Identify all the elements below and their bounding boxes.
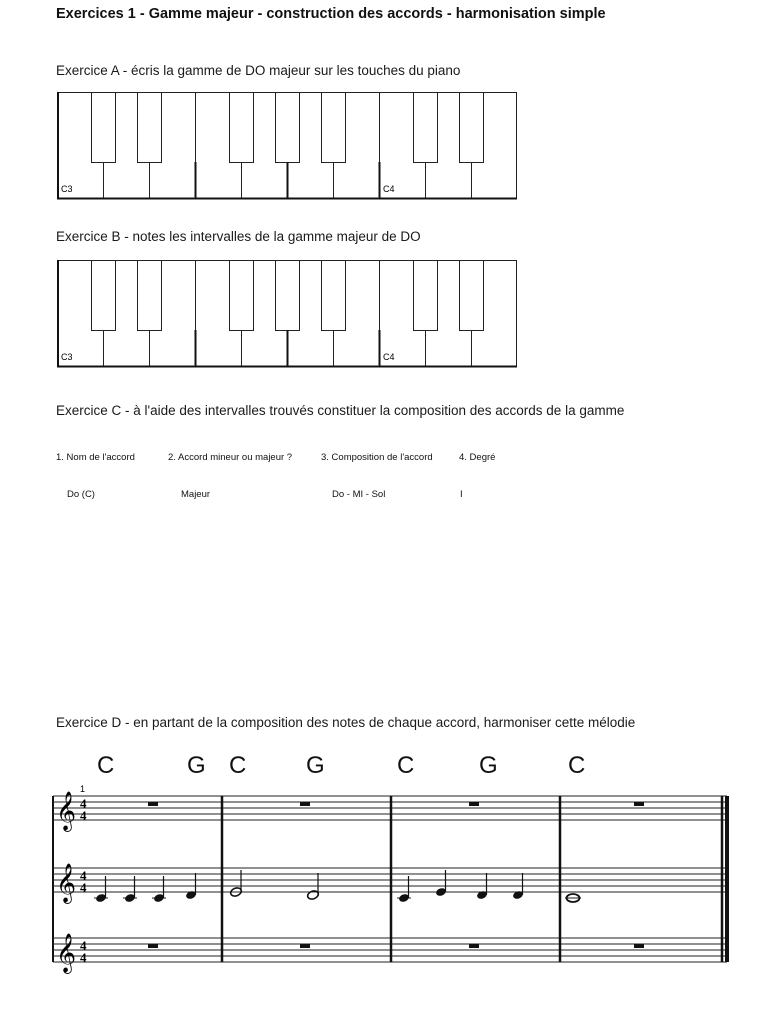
black-key[interactable] (230, 93, 254, 163)
key-label-c3: C3 (61, 184, 73, 194)
time-signature-denominator: 4 (80, 808, 87, 823)
piano-keyboard-a[interactable] (57, 92, 517, 200)
cell-chord-name: Do (C) (67, 489, 95, 500)
piano-keyboard-b[interactable] (57, 260, 517, 368)
time-signature-denominator: 4 (80, 880, 87, 895)
chord-symbol: C (397, 752, 415, 779)
key-label-c4: C4 (383, 184, 395, 194)
cell-composition: Do - MI - Sol (332, 489, 386, 500)
treble-clef-icon: 𝄞 (56, 863, 77, 903)
barlines (222, 796, 722, 962)
key-label-c4: C4 (383, 352, 395, 362)
chord-symbol: C (229, 752, 247, 779)
chord-symbol: G (479, 752, 498, 779)
exercise-c-heading: Exercice C - à l'aide des intervalles trouvés constituer la composition des accords de la gamme (56, 403, 625, 418)
time-signature-numerator: 4 (80, 938, 87, 953)
black-key[interactable] (276, 93, 300, 163)
black-key[interactable] (230, 261, 254, 331)
whole-rest (469, 802, 479, 806)
whole-rest (148, 802, 158, 806)
chord-symbol: G (306, 752, 325, 779)
black-key[interactable] (460, 93, 484, 163)
chord-symbol: C (568, 752, 586, 779)
key-label-c3: C3 (61, 352, 73, 362)
column-header-minor-major: 2. Accord mineur ou majeur ? (168, 452, 293, 463)
exercise-a-heading: Exercice A - écris la gamme de DO majeur sur les touches du piano (56, 63, 461, 78)
black-key[interactable] (460, 261, 484, 331)
black-key[interactable] (138, 261, 162, 331)
page-title: Exercices 1 - Gamme majeur - construction des accords - harmonisation simple (56, 6, 606, 22)
column-header-degree: 4. Degré (459, 452, 496, 463)
exercise-b-heading: Exercice B - notes les intervalles de la gamme majeur de DO (56, 229, 421, 244)
treble-clef-icon: 𝄞 (56, 933, 77, 973)
time-signature-numerator: 4 (80, 796, 87, 811)
measure-number: 1 (80, 784, 86, 794)
chord-symbol: C (97, 752, 115, 779)
music-score (0, 780, 768, 985)
black-key[interactable] (92, 93, 116, 163)
black-key[interactable] (414, 93, 438, 163)
black-key[interactable] (276, 261, 300, 331)
whole-rest (300, 944, 310, 948)
time-signature-denominator: 4 (80, 950, 87, 965)
column-header-composition: 3. Composition de l'accord (321, 452, 433, 463)
whole-rest (469, 944, 479, 948)
cell-minor-major: Majeur (181, 489, 211, 500)
whole-rest (634, 802, 644, 806)
cell-degree: I (460, 489, 463, 500)
whole-rest (300, 802, 310, 806)
black-key[interactable] (322, 261, 346, 331)
black-key[interactable] (322, 93, 346, 163)
black-key[interactable] (414, 261, 438, 331)
melody (94, 870, 581, 903)
exercise-d-heading: Exercice D - en partant de la composition des notes de chaque accord, harmoniser cette mélodie (56, 715, 636, 730)
black-key[interactable] (138, 93, 162, 163)
column-header-chord-name: 1. Nom de l'accord (56, 452, 135, 463)
whole-rest (634, 944, 644, 948)
black-key[interactable] (92, 261, 116, 331)
whole-rest (148, 944, 158, 948)
chord-symbol: G (187, 752, 206, 779)
treble-clef-icon: 𝄞 (56, 791, 77, 831)
time-signature-numerator: 4 (80, 868, 87, 883)
